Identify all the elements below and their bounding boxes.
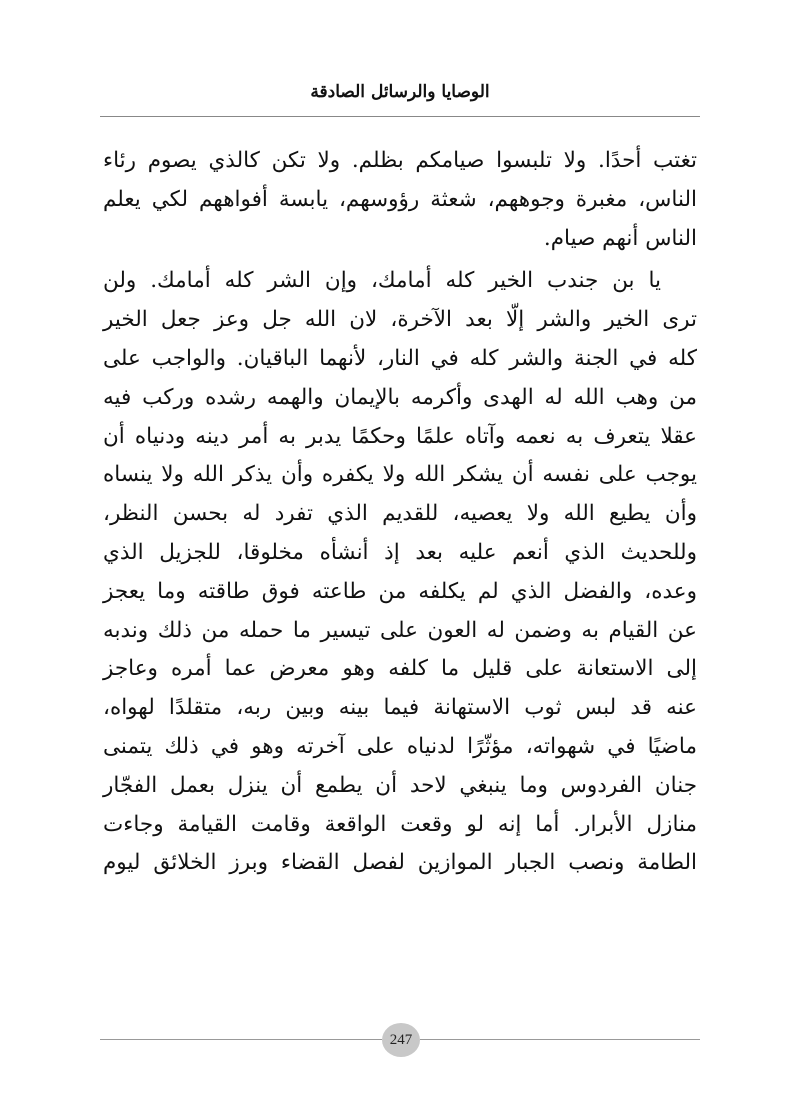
text-line: يا بن جندب الخير كله أمامك، وإن الشر كله أمامك. ولن [103, 268, 661, 294]
text-line: من وهب الله له الهدى وأكرمه بالإيمان والهمه رشده وركب فيه [103, 384, 697, 410]
text-line: تغتب أحدًا. ولا تلبسوا صيامكم بظلم. ولا تكن كالذي يصوم رئاء [103, 148, 697, 173]
text-line: عنه قد لبس ثوب الاستهانة فيما بينه وبين ربه، متقلدًا لهواه، [103, 695, 697, 721]
text-line: الناس أنهم صيام. [543, 225, 697, 251]
running-header-title: الوصايا والرسائل الصادقة [310, 82, 490, 102]
text-line: منازل الأبرار. أما إنه لو وقعت الواقعة وقامت القيامة وجاءت [103, 811, 697, 837]
text-line: وعده، والفضل الذي لم يكلفه من طاعته فوق طاقته وما يعجز [103, 578, 697, 604]
text-line: إلى الاستعانة على قليل ما كلفه وهو معرض عما أمره وعاجز [103, 656, 697, 682]
text-line: وللحديث الذي أنعم عليه بعد إذ أنشأه مخلوقا، للجزيل الذي [103, 539, 697, 565]
text-line: يوجب على نفسه أن يشكر الله ولا يكفره وأن يذكر الله ولا ينساه [103, 462, 697, 488]
page-number: 247 [382, 1023, 420, 1057]
header-divider [100, 116, 700, 117]
text-line: الناس، مغبرة وجوههم، شعثة رؤوسهم، يابسة أفواههم لكي يعلم [103, 186, 697, 212]
text-line: الطامة ونصب الجبار الموازين لفصل القضاء وبرز الخلائق ليوم [103, 850, 697, 876]
text-line: وأن يطيع الله ولا يعصيه، للقديم الذي تفرد له بحسن النظر، [103, 501, 697, 527]
text-line: ترى الخير والشر إلّا بعد الآخرة، لان الله جل وعز جعل الخير [103, 307, 697, 333]
footer-divider-right [420, 1039, 700, 1040]
footer-divider-left [100, 1039, 382, 1040]
text-line: عن القيام به وضمن له العون على تيسير ما حمله من ذلك وندبه [103, 617, 697, 643]
body-text [103, 142, 697, 883]
text-line: عقلا يتعرف به نعمه وآتاه علمًا وحكمًا يدبر به أمر دينه ودنياه أن [103, 423, 697, 449]
text-line: جنان الفردوس وما ينبغي لاحد أن يطمع أن ينزل بعمل الفجّار [103, 772, 697, 798]
text-line: ماضيًا في شهواته، مؤثّرًا لدنياه على آخرته وهو في ذلك يتمنى [103, 733, 697, 759]
text-line: كله في الجنة والشر كله في النار، لأنهما الباقيان. والواجب على [103, 345, 697, 371]
